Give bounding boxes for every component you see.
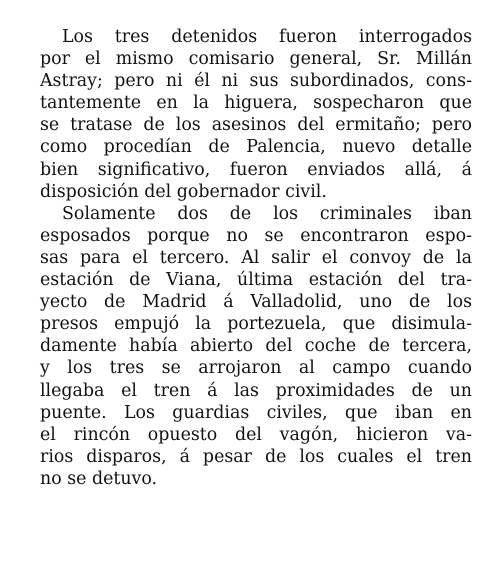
text-line: presos empujó la portezuela, que disimula- [40, 314, 472, 335]
text-line: Los tres detenidos fueron interrogados [62, 27, 472, 47]
text-line: damente había abierto del coche de tercera, [40, 336, 472, 357]
text-line: Solamente dos de los criminales iban [62, 203, 472, 224]
article-text-column [40, 26, 472, 490]
text-line: el rincón opuesto del vagón, hicieron va- [40, 424, 472, 445]
text-line: bien significativo, fueron enviados allá, á [40, 159, 472, 180]
text-line: sas para el tercero. Al salir el convoy de la [40, 247, 472, 268]
text-line: tantemente en la higuera, sospecharon que [40, 93, 472, 114]
text-line: por el mismo comisario general, Sr. Millán [40, 49, 472, 70]
text-line: disposición del gobernador civil. [40, 181, 327, 202]
paragraph-2 [40, 203, 472, 490]
text-line: esposados porque no se encontraron espo- [40, 225, 472, 246]
text-line: llegaba el tren á las proximidades de un [40, 380, 472, 401]
paragraph-1 [40, 26, 472, 203]
text-line: no se detuvo. [40, 468, 158, 489]
text-line: puente. Los guardias civiles, que iban en [40, 402, 472, 423]
text-line: estación de Viana, última estación del tra- [40, 270, 472, 291]
text-line: yecto de Madrid á Valladolid, uno de los [40, 292, 472, 313]
text-line: como procedían de Palencia, nuevo detalle [40, 137, 472, 158]
text-line: y los tres se arrojaron al campo cuando [40, 358, 472, 379]
text-line: rios disparos, á pesar de los cuales el tren [40, 446, 472, 467]
text-line: se tratase de los asesinos del ermitaño; pero [40, 115, 472, 136]
text-line: Astray; pero ni él ni sus subordinados, cons- [40, 71, 472, 92]
